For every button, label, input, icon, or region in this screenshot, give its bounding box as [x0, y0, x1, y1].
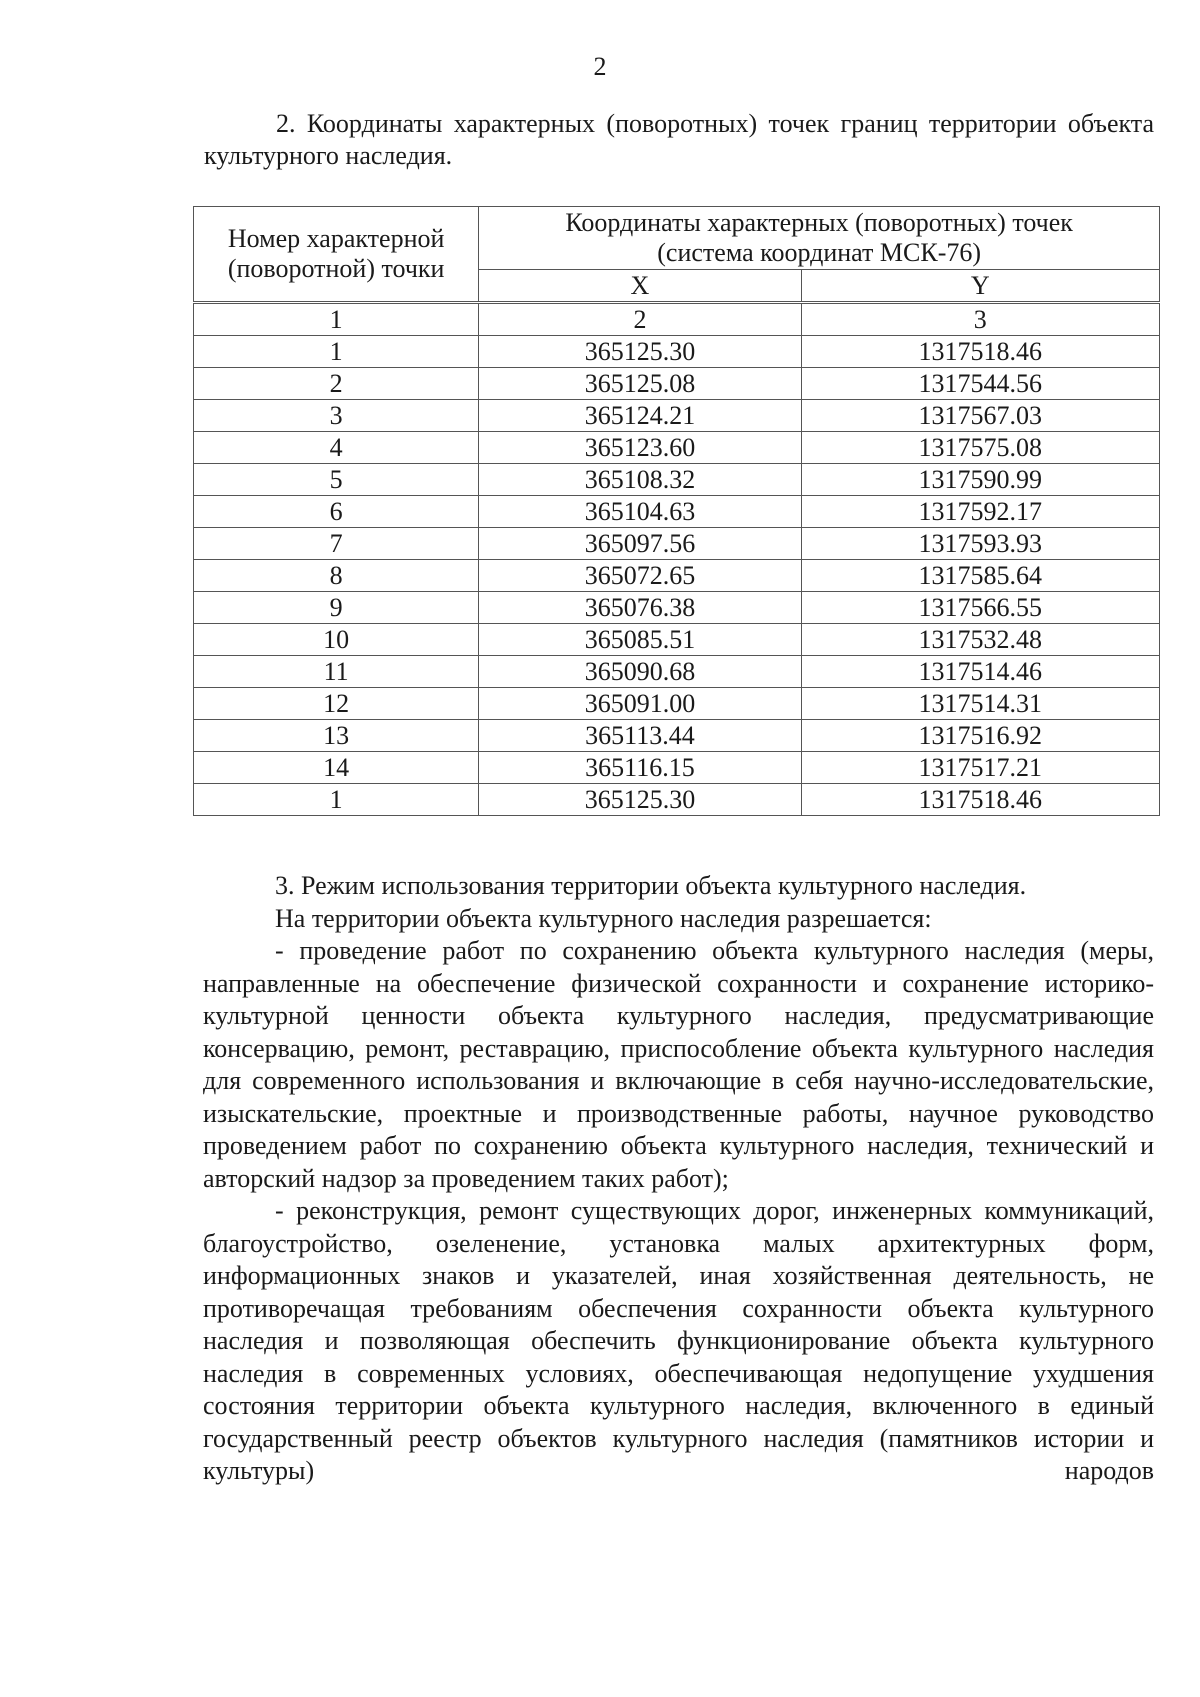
y-coordinate-cell: 1317575.08 — [801, 432, 1159, 464]
header-x: X — [479, 270, 801, 303]
y-coordinate-cell: 1317567.03 — [801, 400, 1159, 432]
table-row — [194, 368, 1160, 400]
x-coordinate-cell: 365113.44 — [479, 720, 801, 752]
table-row — [194, 528, 1160, 560]
x-coordinate-cell: 365072.65 — [479, 560, 801, 592]
x-coordinate-cell: 365125.30 — [479, 784, 801, 816]
x-coordinate-cell: 365125.08 — [479, 368, 801, 400]
allowed-item-1: - проведение работ по сохранению объекта культурного наследия (меры, направленные на обеспечение физической сохранности и сохранение историко-культурной ценности объекта культурного наследия, предусматривающие консервацию, ремонт, реставрацию, приспособление объекта культурного наследия для современного использования и включающие в себя научно-исследовательские, изыскательские, проектные и производственные работы, научное руководство проведением работ по сохранению объекта культурного наследия, технический и авторский надзор за проведением таких работ); — [203, 936, 1154, 1193]
table-row — [194, 592, 1160, 624]
table-row — [194, 784, 1160, 816]
y-coordinate-cell: 1317518.46 — [801, 784, 1159, 816]
table-row — [194, 688, 1160, 720]
column-index-cell: 3 — [801, 303, 1159, 336]
y-coordinate-cell: 1317517.21 — [801, 752, 1159, 784]
table-row — [194, 752, 1160, 784]
table-row — [194, 400, 1160, 432]
page-number: 2 — [593, 52, 607, 81]
y-coordinate-cell: 1317592.17 — [801, 496, 1159, 528]
point-number-cell: 7 — [194, 528, 479, 560]
x-coordinate-cell: 365076.38 — [479, 592, 801, 624]
section-3-heading: 3. Режим использования территории объекта культурного наследия. — [275, 871, 1027, 900]
y-coordinate-cell: 1317544.56 — [801, 368, 1159, 400]
point-number-cell: 12 — [194, 688, 479, 720]
x-coordinate-cell: 365104.63 — [479, 496, 801, 528]
column-index-row — [194, 303, 1160, 336]
point-number-cell: 1 — [194, 336, 479, 368]
table-row — [194, 720, 1160, 752]
column-index-cell: 1 — [194, 303, 479, 336]
point-number-cell: 5 — [194, 464, 479, 496]
point-number-cell: 3 — [194, 400, 479, 432]
table-row — [194, 336, 1160, 368]
x-coordinate-cell: 365116.15 — [479, 752, 801, 784]
table-row — [194, 624, 1160, 656]
point-number-cell: 2 — [194, 368, 479, 400]
y-coordinate-cell: 1317518.46 — [801, 336, 1159, 368]
coordinates-table — [193, 206, 1160, 816]
section-3-intro: На территории объекта культурного наследия разрешается: — [275, 903, 932, 933]
y-coordinate-cell: 1317593.93 — [801, 528, 1159, 560]
y-coordinate-cell: 1317516.92 — [801, 720, 1159, 752]
table-row — [194, 432, 1160, 464]
x-coordinate-cell: 365124.21 — [479, 400, 801, 432]
table-row — [194, 464, 1160, 496]
x-coordinate-cell: 365085.51 — [479, 624, 801, 656]
x-coordinate-cell: 365091.00 — [479, 688, 801, 720]
allowed-item-2: - реконструкция, ремонт существующих дорог, инженерных коммуникаций, благоустройство, озеленение, установка малых архитектурных форм, информационных знаков и указателей, иная хозяйственная деятельность, не противоречащая требованиям обеспечения сохранности объекта культурного наследия и позволяющая обеспечить функционирование объекта культурного наследия в современных условиях, обеспечивающая недопущение ухудшения состояния территории объекта культурного наследия, включенного в единый государственный реестр объектов культурного наследия (памятников истории и культуры) народов — [203, 1196, 1154, 1485]
table-row — [194, 656, 1160, 688]
header-y: Y — [801, 270, 1159, 303]
x-coordinate-cell: 365108.32 — [479, 464, 801, 496]
section-3 — [203, 870, 1154, 1488]
y-coordinate-cell: 1317590.99 — [801, 464, 1159, 496]
y-coordinate-cell: 1317532.48 — [801, 624, 1159, 656]
point-number-cell: 4 — [194, 432, 479, 464]
point-number-cell: 1 — [194, 784, 479, 816]
header-coordinates: Координаты характерных (поворотных) точек (система координат МСК-76) — [479, 207, 1160, 270]
column-index-cell: 2 — [479, 303, 801, 336]
point-number-cell: 8 — [194, 560, 479, 592]
y-coordinate-cell: 1317585.64 — [801, 560, 1159, 592]
section-2-heading: 2. Координаты характерных (поворотных) точек границ территории объекта культурного наследия. — [204, 109, 1154, 170]
point-number-cell: 13 — [194, 720, 479, 752]
header-point-number: Номер характерной (поворотной) точки — [194, 207, 479, 303]
y-coordinate-cell: 1317566.55 — [801, 592, 1159, 624]
x-coordinate-cell: 365125.30 — [479, 336, 801, 368]
x-coordinate-cell: 365123.60 — [479, 432, 801, 464]
table-row — [194, 496, 1160, 528]
y-coordinate-cell: 1317514.31 — [801, 688, 1159, 720]
table-row — [194, 560, 1160, 592]
point-number-cell: 9 — [194, 592, 479, 624]
point-number-cell: 6 — [194, 496, 479, 528]
x-coordinate-cell: 365097.56 — [479, 528, 801, 560]
point-number-cell: 11 — [194, 656, 479, 688]
point-number-cell: 10 — [194, 624, 479, 656]
x-coordinate-cell: 365090.68 — [479, 656, 801, 688]
point-number-cell: 14 — [194, 752, 479, 784]
y-coordinate-cell: 1317514.46 — [801, 656, 1159, 688]
